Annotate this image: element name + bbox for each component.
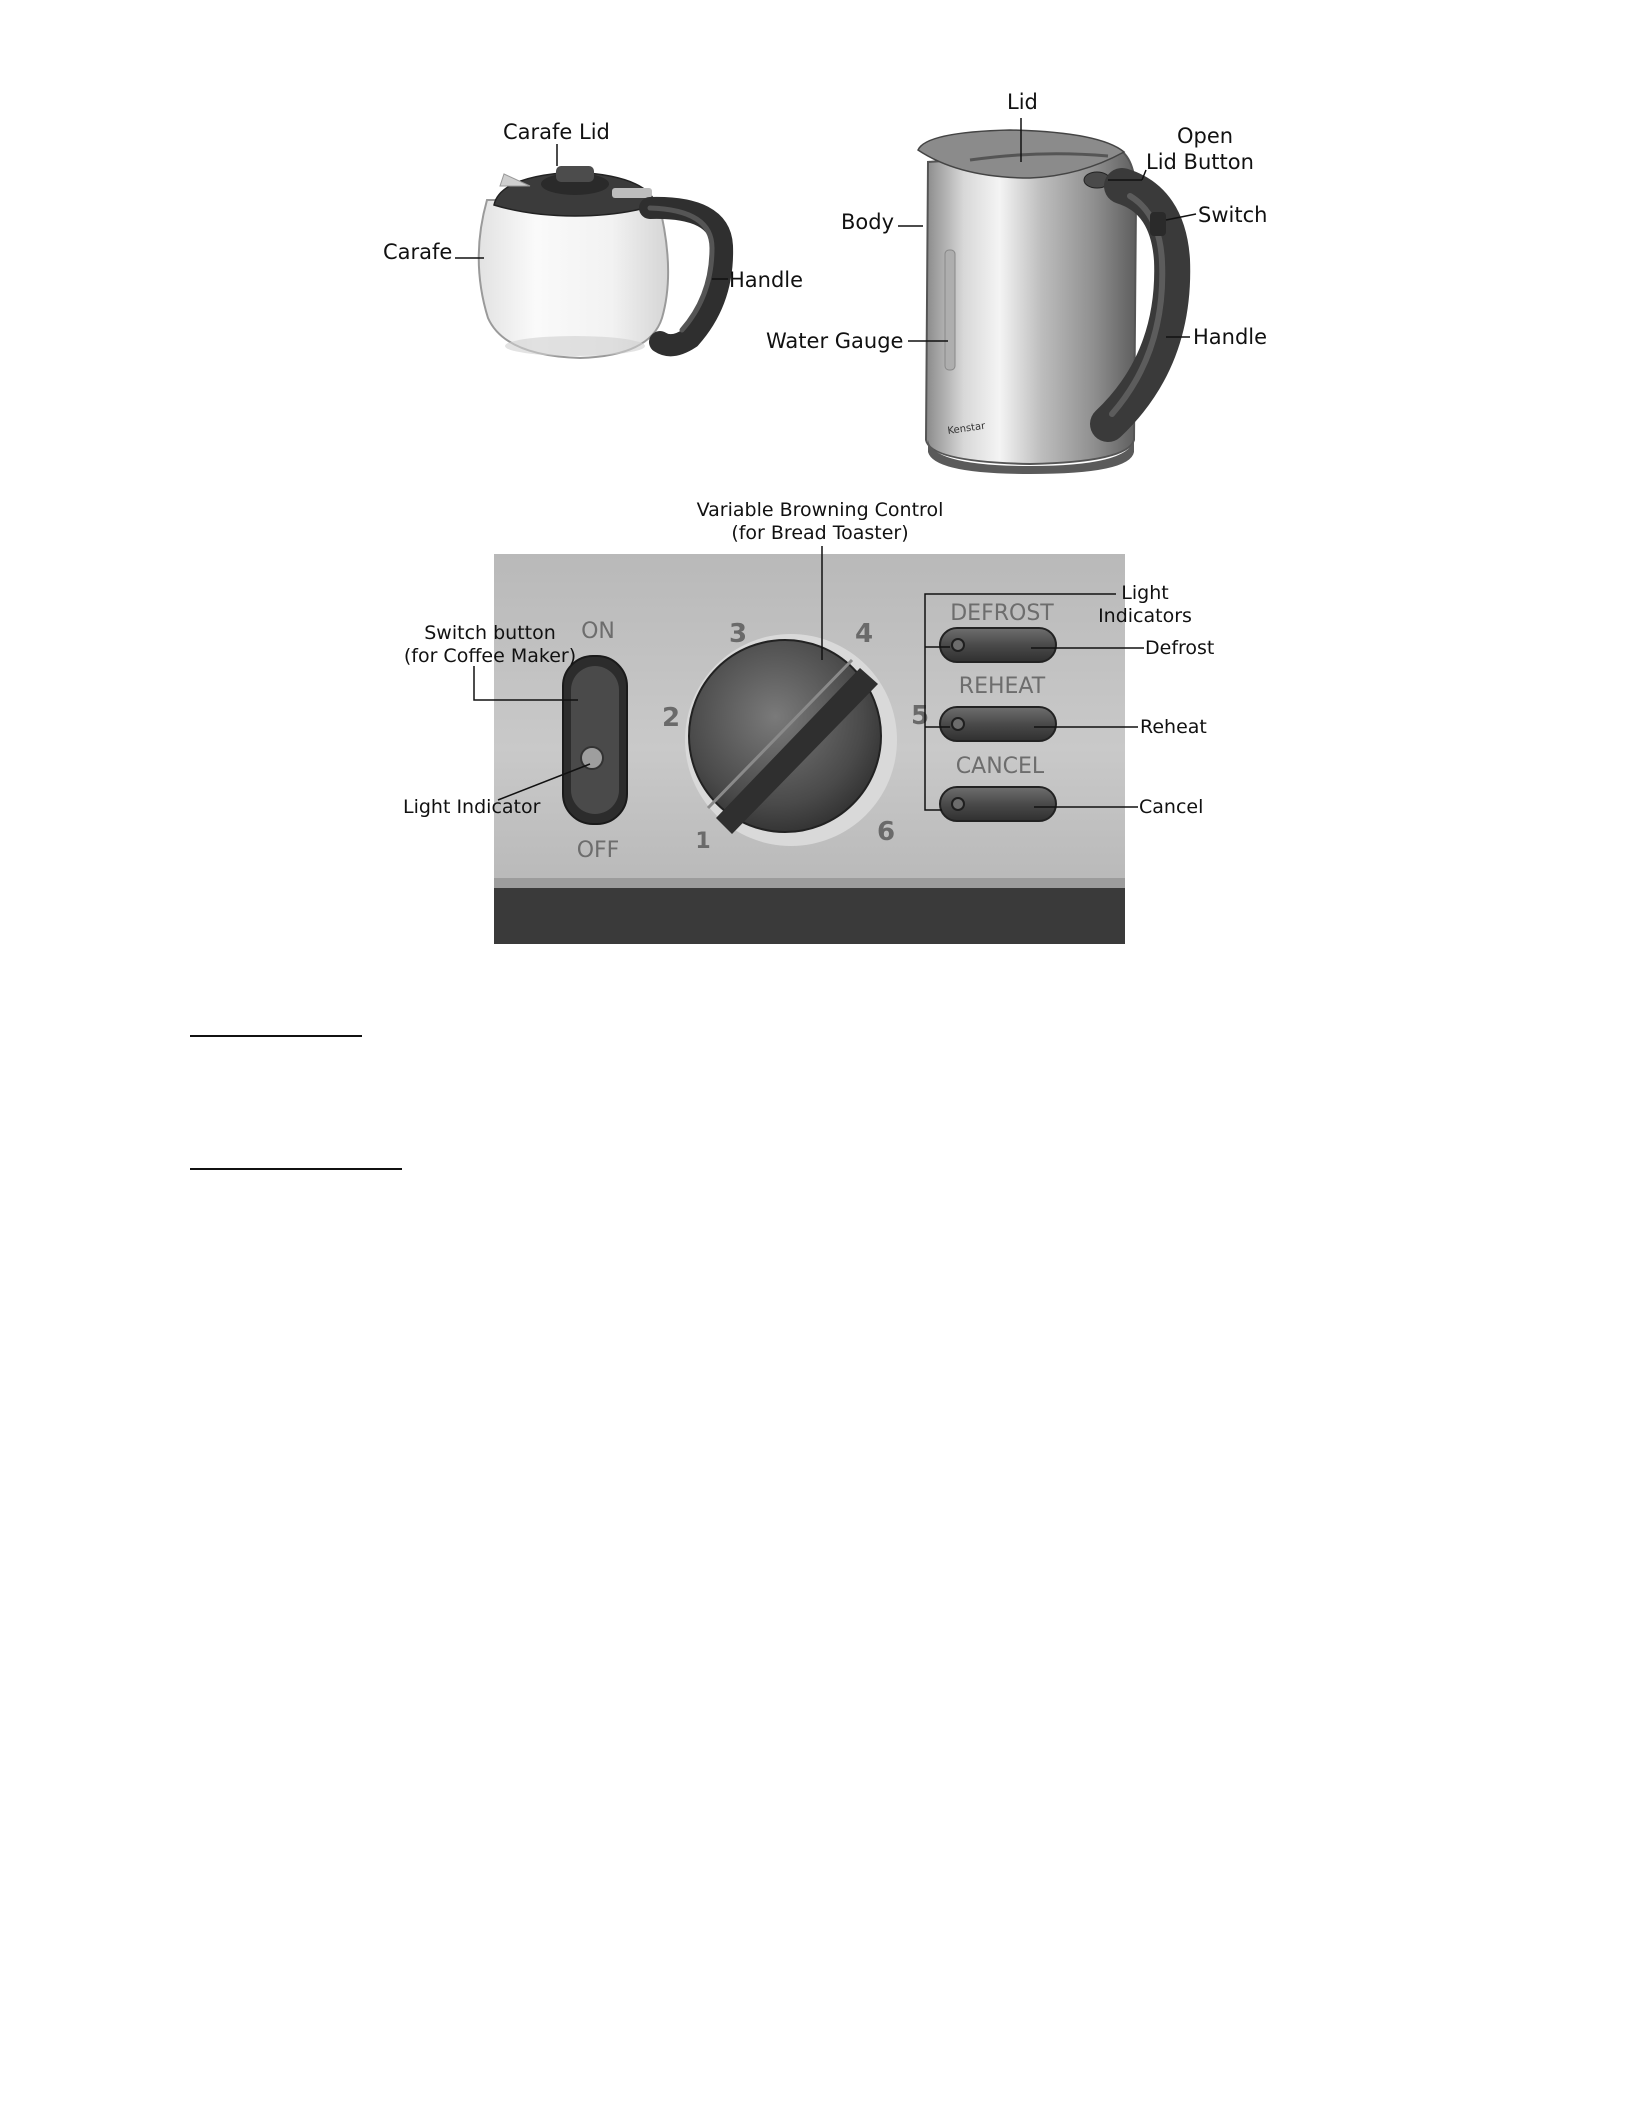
label-light-indicators-line2: Indicators — [1098, 605, 1192, 627]
label-kettle-handle: Handle — [1193, 325, 1268, 349]
panel-text-cancel: CANCEL — [955, 754, 1045, 779]
section-rule-1 — [190, 1035, 362, 1037]
label-kettle-switch: Switch — [1198, 203, 1268, 227]
label-variable-browning-line2: (for Bread Toaster) — [731, 522, 909, 544]
dial-number-2: 2 — [661, 703, 681, 733]
dial-number-5: 5 — [910, 701, 930, 731]
label-open-lid-button-line1: Open — [1176, 124, 1234, 148]
dial-number-3: 3 — [728, 619, 748, 649]
label-switch-button-line2: (for Coffee Maker) — [403, 645, 577, 667]
label-kettle-body: Body — [841, 210, 895, 234]
panel-text-defrost: DEFROST — [950, 601, 1054, 626]
panel-text-reheat: REHEAT — [958, 674, 1046, 699]
section-rule-2 — [190, 1168, 402, 1170]
label-open-lid-button-line2: Lid Button — [1146, 150, 1254, 174]
dial-number-4: 4 — [854, 619, 874, 649]
label-kettle-lid: Lid — [1007, 90, 1038, 114]
dial-number-1: 1 — [695, 829, 711, 854]
label-defrost: Defrost — [1145, 637, 1215, 659]
panel-text-off: OFF — [576, 838, 620, 863]
panel-text-on: ON — [581, 619, 615, 644]
label-carafe-handle: Handle — [729, 268, 804, 292]
kettle-illustration — [918, 130, 1172, 474]
label-reheat: Reheat — [1140, 716, 1207, 738]
carafe-illustration — [479, 166, 722, 358]
label-water-gauge: Water Gauge — [766, 329, 904, 353]
label-cancel: Cancel — [1139, 796, 1204, 818]
dial-number-6: 6 — [876, 817, 896, 847]
label-switch-button-line1: Switch button — [424, 622, 556, 644]
label-light-indicators-line1: Light — [1121, 582, 1169, 604]
kettle-brand-mark: Kenstar — [946, 420, 986, 437]
label-light-indicator: Light Indicator — [403, 796, 541, 818]
label-carafe-lid: Carafe Lid — [503, 120, 610, 144]
label-carafe: Carafe — [383, 240, 453, 264]
label-variable-browning-line1: Variable Browning Control — [696, 499, 944, 521]
